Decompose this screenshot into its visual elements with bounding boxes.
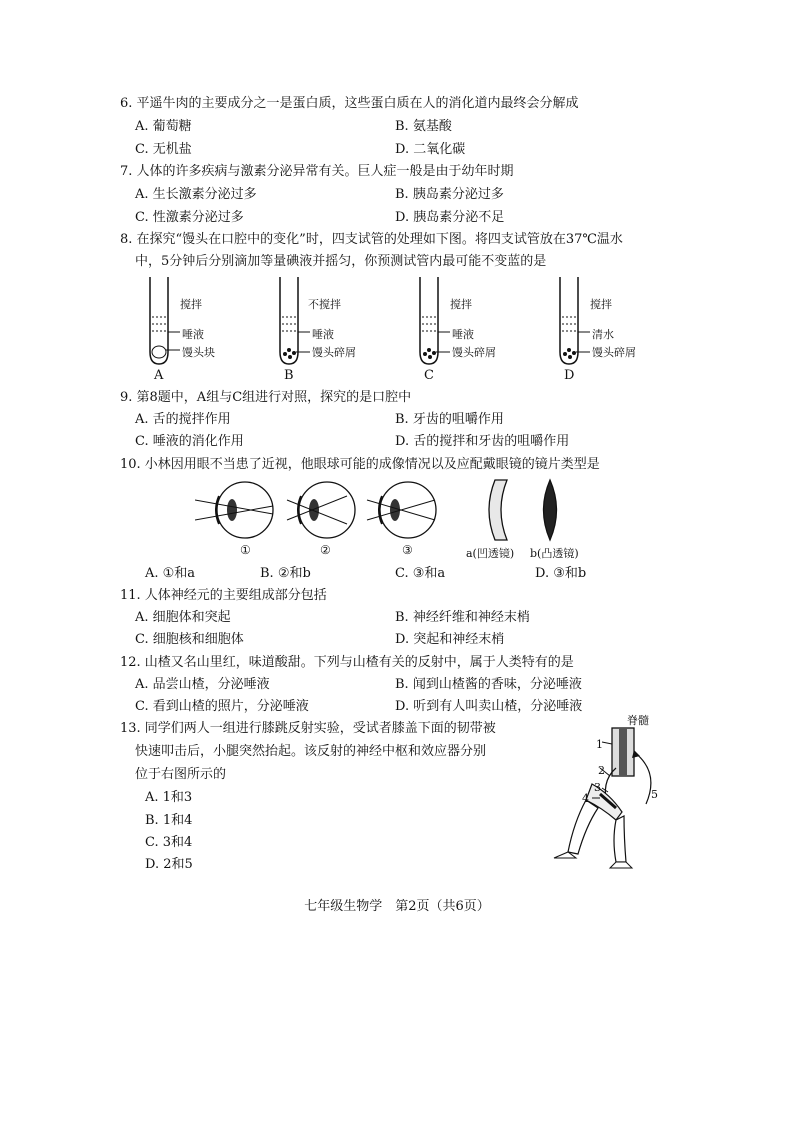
q10-option-a[interactable]: A. ①和a bbox=[145, 566, 196, 581]
q13-option-d[interactable]: D. 2和5 bbox=[145, 857, 193, 872]
q7-option-d[interactable]: D. 胰岛素分泌不足 bbox=[395, 210, 505, 225]
eye-2-label: ② bbox=[320, 543, 331, 557]
knee-reflex-figure bbox=[550, 712, 680, 872]
test-tube-figure bbox=[140, 272, 660, 382]
q6-option-b[interactable]: B. 氨基酸 bbox=[395, 119, 452, 134]
q12-option-c[interactable]: C. 看到山楂的照片，分泌唾液 bbox=[135, 699, 309, 714]
q11-stem: 11. 人体神经元的主要组成部分包括 bbox=[120, 588, 327, 603]
tube-d-top-label: 搅拌 bbox=[590, 298, 612, 311]
q10-stem: 10. 小林因用眼不当患了近视，他眼球可能的成像情况以及应配戴眼镜的镜片类型是 bbox=[120, 457, 600, 472]
q8-stem-line1: 8. 在探究“馒头在口腔中的变化”时，四支试管的处理如下图。将四支试管放在37℃温水 bbox=[120, 232, 623, 247]
q8-stem-line2: 中，5分钟后分别滴加等量碘液并摇匀，你预测试管内最可能不变蓝的是 bbox=[135, 254, 547, 269]
concave-lens-icon bbox=[489, 480, 507, 540]
test-tube-d-icon bbox=[560, 277, 590, 364]
q7-option-c[interactable]: C. 性激素分泌过多 bbox=[135, 210, 244, 225]
tube-b-mid-label: 唾液 bbox=[312, 328, 334, 341]
tube-d-mid-label: 清水 bbox=[592, 328, 614, 341]
q9-option-b[interactable]: B. 牙齿的咀嚼作用 bbox=[395, 412, 504, 427]
q6-stem: 6. 平遥牛肉的主要成分之一是蛋白质，这些蛋白质在人的消化道内最终会分解成 bbox=[120, 96, 579, 111]
tube-c-bottom-label: 馒头碎屑 bbox=[452, 346, 496, 359]
q11-option-c[interactable]: C. 细胞核和细胞体 bbox=[135, 632, 244, 647]
lens-b-label: b(凸透镜) bbox=[530, 547, 579, 560]
tube-c-top-label: 搅拌 bbox=[450, 298, 472, 311]
test-tube-c-icon bbox=[420, 277, 450, 364]
tube-b-letter: B bbox=[284, 368, 294, 383]
tube-b-top-label: 不搅拌 bbox=[308, 298, 341, 311]
eye-1-icon bbox=[195, 482, 273, 538]
convex-lens-icon bbox=[544, 480, 557, 540]
tube-a-mid-label: 唾液 bbox=[182, 328, 204, 341]
page-footer: 七年级生物学 第2页（共6页） bbox=[304, 899, 490, 914]
tube-c-mid-label: 唾液 bbox=[452, 328, 474, 341]
q12-option-d[interactable]: D. 听到有人叫卖山楂，分泌唾液 bbox=[395, 699, 583, 714]
q7-option-a[interactable]: A. 生长激素分泌过多 bbox=[135, 187, 257, 202]
tube-a-top-label: 搅拌 bbox=[180, 298, 202, 311]
q10-option-c[interactable]: C. ③和a bbox=[395, 566, 446, 581]
q13-option-c[interactable]: C. 3和4 bbox=[145, 835, 193, 850]
eye-lens-figure bbox=[195, 478, 595, 546]
q13-stem-line1: 13. 同学们两人一组进行膝跳反射实验，受试者膝盖下面的韧带被 bbox=[120, 721, 496, 736]
figure-number-4: 4 bbox=[582, 792, 589, 805]
tube-c-letter: C bbox=[424, 368, 434, 383]
q13-option-b[interactable]: B. 1和4 bbox=[145, 813, 193, 828]
eye-3-icon bbox=[367, 482, 436, 538]
lens-a-label: a(凹透镜) bbox=[466, 547, 515, 560]
q12-option-b[interactable]: B. 闻到山楂酱的香味，分泌唾液 bbox=[395, 677, 582, 692]
test-tube-a-icon bbox=[150, 277, 180, 364]
q10-option-d[interactable]: D. ③和b bbox=[535, 566, 587, 581]
eye-2-icon bbox=[287, 482, 355, 538]
tube-a-bottom-label: 馒头块 bbox=[182, 346, 215, 359]
q9-option-a[interactable]: A. 舌的搅拌作用 bbox=[135, 412, 231, 427]
q12-option-a[interactable]: A. 品尝山楂，分泌唾液 bbox=[135, 677, 270, 692]
q9-option-c[interactable]: C. 唾液的消化作用 bbox=[135, 434, 244, 449]
q6-option-c[interactable]: C. 无机盐 bbox=[135, 142, 192, 157]
figure-number-3: 3 bbox=[594, 781, 601, 794]
tube-d-letter: D bbox=[564, 368, 575, 383]
q13-stem-line2: 快速叩击后，小腿突然抬起。该反射的神经中枢和效应器分别 bbox=[135, 744, 487, 759]
q7-option-b[interactable]: B. 胰岛素分泌过多 bbox=[395, 187, 504, 202]
q7-stem: 7. 人体的许多疾病与激素分泌异常有关。巨人症一般是由于幼年时期 bbox=[120, 164, 514, 179]
figure-number-2: 2 bbox=[598, 764, 605, 777]
q13-option-a[interactable]: A. 1和3 bbox=[145, 790, 193, 805]
q13-stem-line3: 位于右图所示的 bbox=[135, 767, 227, 782]
test-tube-b-icon bbox=[280, 277, 310, 364]
q6-option-d[interactable]: D. 二氧化碳 bbox=[395, 142, 466, 157]
spinal-cord-label: 脊髓 bbox=[627, 714, 649, 727]
leg-icon bbox=[554, 784, 632, 868]
q9-stem: 9. 第8题中，A组与C组进行对照，探究的是口腔中 bbox=[120, 390, 412, 405]
q12-stem: 12. 山楂又名山里红，味道酸甜。下列与山楂有关的反射中，属于人类特有的是 bbox=[120, 655, 574, 670]
tube-d-bottom-label: 馒头碎屑 bbox=[592, 346, 636, 359]
q11-option-a[interactable]: A. 细胞体和突起 bbox=[135, 610, 231, 625]
eye-3-label: ③ bbox=[402, 543, 413, 557]
figure-number-1: 1 bbox=[596, 738, 603, 751]
q10-option-b[interactable]: B. ②和b bbox=[260, 566, 311, 581]
q11-option-d[interactable]: D. 突起和神经末梢 bbox=[395, 632, 505, 647]
q9-option-d[interactable]: D. 舌的搅拌和牙齿的咀嚼作用 bbox=[395, 434, 570, 449]
figure-number-5: 5 bbox=[651, 788, 658, 801]
tube-b-bottom-label: 馒头碎屑 bbox=[312, 346, 356, 359]
q6-option-a[interactable]: A. 葡萄糖 bbox=[135, 119, 192, 134]
tube-a-letter: A bbox=[154, 368, 164, 383]
q11-option-b[interactable]: B. 神经纤维和神经末梢 bbox=[395, 610, 530, 625]
eye-1-label: ① bbox=[240, 543, 251, 557]
